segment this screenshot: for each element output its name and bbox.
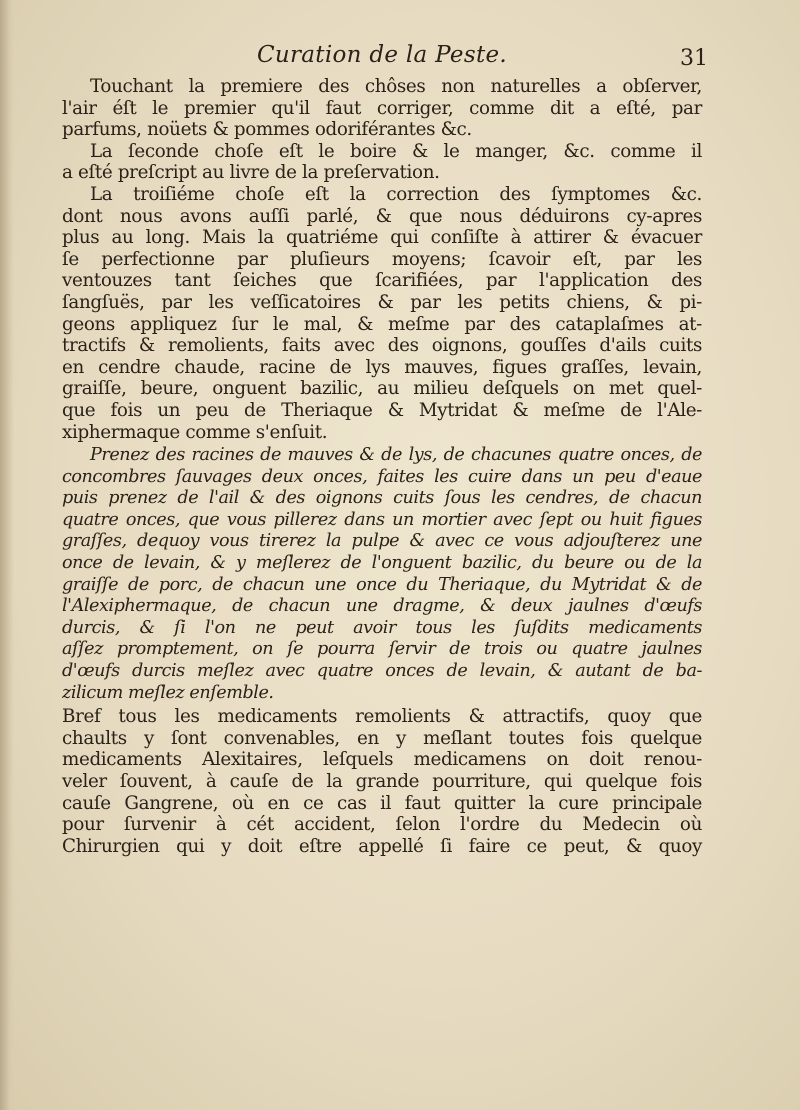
text-line: La ſeconde choſe eſt le boire & le manger, &c. comme il	[90, 140, 702, 162]
recipe-line: zilicum meſlez enſemble.	[62, 682, 274, 703]
recipe-line: once de levain, & y meſlerez de l'onguent bazilic, du beure ou de la	[62, 553, 702, 574]
text-line: en cendre chaude, racine de lys mauves, figues graſſes, levain,	[62, 356, 702, 378]
recipe-paragraph	[62, 445, 702, 704]
text-line: parfums, noüets & pommes odoriférantes &c.	[62, 119, 472, 141]
text-line: La troiſiéme choſe eſt la correction des ſymptomes &c.	[90, 183, 702, 205]
recipe-line: concombres ſauvages deux onces, faites les cuire dans un peu d'eaue	[62, 466, 702, 487]
text-line: Touchant la premiere des chôses non naturelles a obſerver,	[90, 76, 702, 97]
text-line: ſe perfectionne par pluſieurs moyens; ſcavoir eſt, par les	[62, 248, 702, 270]
text-line: dont nous avons auſſi parlé, & que nous déduirons cy-apres	[62, 205, 702, 227]
recipe-line: graſſes, dequoy vous tirerez la pulpe & avec ce vous adjouſterez une	[62, 531, 702, 552]
text-line: xiphermaque comme s'enſuit.	[62, 421, 328, 443]
text-line: a eſté preſcript au livre de la preſervation.	[62, 162, 440, 184]
paragraph-1	[62, 76, 702, 141]
text-line: ſangſuës, par les veſſicatoires & par les petits chiens, & pi-	[62, 291, 702, 313]
page-header	[62, 42, 708, 76]
recipe-line: d'œufs durcis meſlez avec quatre onces de levain, & autant de ba-	[62, 661, 702, 682]
text-line: l'air éſt le premier qu'il faut corriger, comme dit a eſté, par	[62, 97, 702, 119]
text-line: cauſe Gangrene, où en ce cas il faut quitter la cure principale	[62, 792, 702, 814]
text-line: que fois un peu de Theriaque & Mytridat & meſme de l'Ale-	[62, 399, 702, 421]
recipe-line: durcis, & ſi l'on ne peut avoir tous les ſuſdits medicaments	[62, 617, 702, 638]
page-text	[62, 76, 702, 857]
recipe-line: Prenez des racines de mauves & de lys, de chacunes quatre onces, de	[90, 445, 702, 466]
page-number: 31	[680, 46, 708, 71]
text-line: tractifs & remolients, faits avec des oignons, gouſſes d'ails cuits	[62, 335, 702, 357]
recipe-line: puis prenez de l'ail & des oignons cuits ſous les cendres, de chacun	[62, 488, 702, 509]
closing-paragraph	[62, 706, 702, 857]
paragraph-2	[62, 141, 702, 184]
page-gutter-shadow	[0, 0, 14, 1110]
text-line: geons appliquez ſur le mal, & meſme par des cataplaſmes at-	[62, 313, 702, 335]
text-line: ventouzes tant ſeiches que ſcarifiées, par l'application des	[62, 270, 702, 292]
recipe-line: graiſſe de porc, de chacun une once du Theriaque, du Mytridat & de	[62, 574, 702, 595]
paragraph-3	[62, 184, 702, 443]
running-title: Curation de la Peste.	[256, 42, 508, 68]
recipe-line: quatre onces, que vous pillerez dans un mortier avec ſept ou huit figues	[62, 509, 702, 530]
text-line: Bref tous les medicaments remolients & attractifs, quoy que	[62, 706, 702, 728]
recipe-line: aſſez promptement, on ſe pourra ſervir de trois ou quatre jaulnes	[62, 639, 702, 660]
text-line: chaults y ſont convenables, en y meſlant toutes fois quelque	[62, 727, 702, 749]
text-line: pour ſurvenir à cét accident, ſelon l'ordre du Medecin où	[62, 814, 702, 836]
text-line: medicaments Alexitaires, leſquels medicamens on doit renou-	[62, 749, 702, 771]
text-line: graiſſe, beure, onguent bazilic, au milieu deſquels on met quel-	[62, 378, 702, 400]
text-line: Chirurgien qui y doit eſtre appellé ſi faire ce peut, & quoy	[62, 835, 702, 857]
recipe-line: l'Alexiphermaque, de chacun une dragme, & deux jaulnes d'œufs	[62, 596, 702, 617]
text-line: veler ſouvent, à cauſe de la grande pourriture, qui quelque fois	[62, 771, 702, 792]
text-line: plus au long. Mais la quatriéme qui conſiſte à attirer & évacuer	[62, 227, 702, 249]
